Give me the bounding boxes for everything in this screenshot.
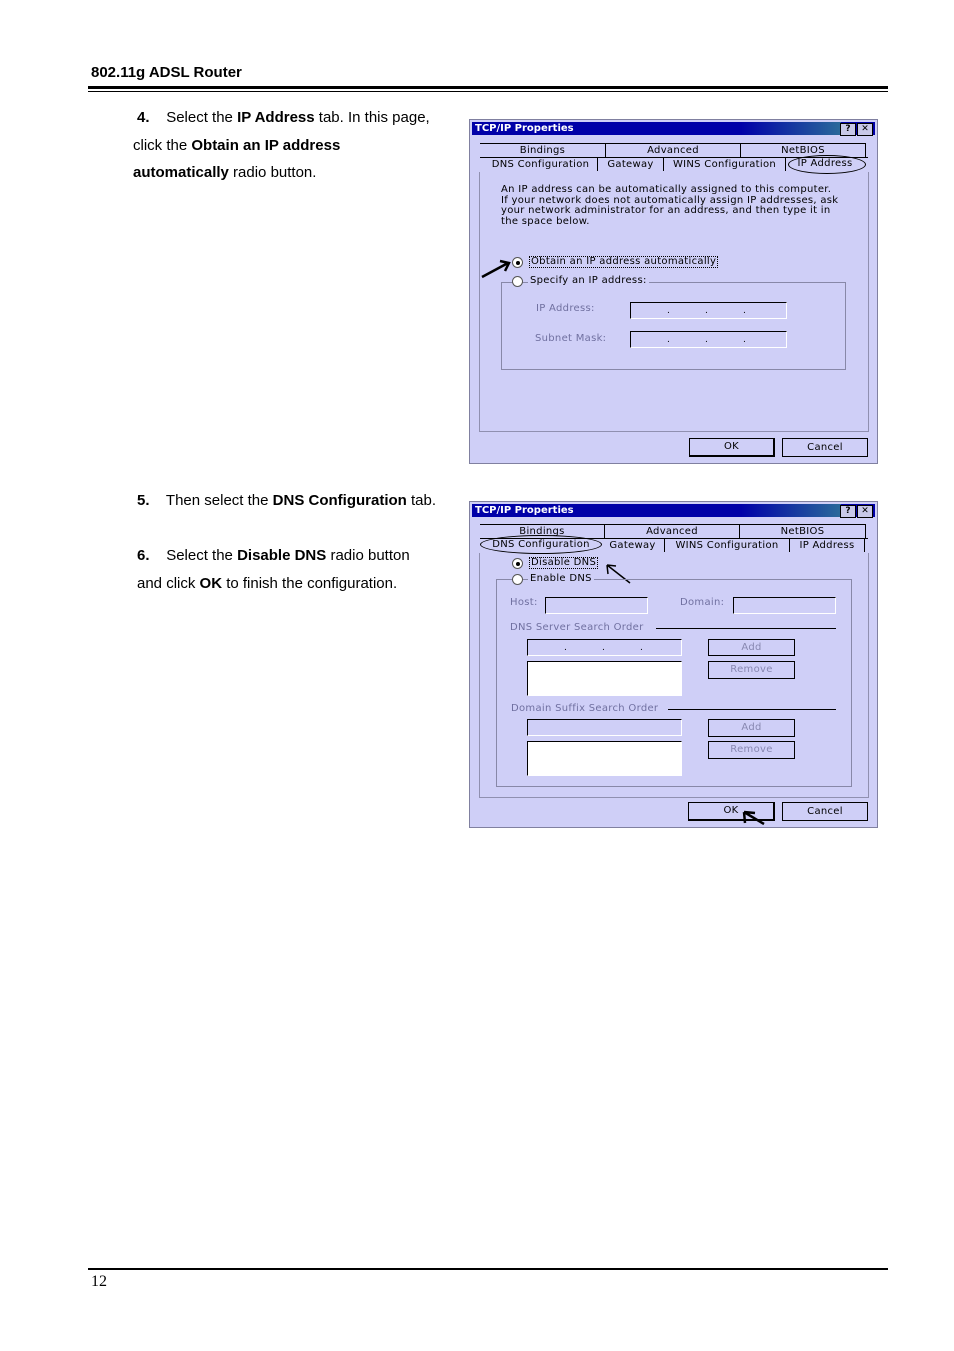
radio-obtain-ip[interactable] bbox=[512, 257, 523, 268]
description-line-3: your network administrator for an address, and then type it in bbox=[501, 205, 831, 216]
help-button[interactable]: ? bbox=[840, 505, 856, 518]
radio-enable-dns[interactable] bbox=[512, 574, 523, 585]
annotation-arrow-icon bbox=[740, 808, 768, 828]
header-rule bbox=[88, 86, 888, 89]
step-6-text-b: radio button and click bbox=[137, 547, 410, 592]
step-4-text-b: tab. In this page, click the bbox=[133, 109, 430, 154]
step-6-text-a: Select the bbox=[166, 547, 238, 564]
host-field[interactable] bbox=[545, 597, 648, 614]
step-4-bold-ip-address: IP Address bbox=[237, 109, 315, 126]
domain-suffix-list[interactable] bbox=[527, 741, 682, 776]
radio-disable-dns-label[interactable]: Disable DNS bbox=[531, 557, 597, 568]
ip-dot: . bbox=[705, 306, 708, 316]
tab-gateway[interactable]: Gateway bbox=[601, 539, 665, 552]
mask-dot: . bbox=[743, 335, 746, 345]
ok-button[interactable]: OK bbox=[688, 802, 775, 821]
step-4-text-c: radio button. bbox=[228, 164, 317, 181]
title-gradient bbox=[741, 122, 841, 135]
domain-field[interactable] bbox=[733, 597, 836, 614]
tcpip-dialog-ip-address bbox=[469, 119, 878, 464]
description-line-1: An IP address can be automatically assigned to this computer. bbox=[501, 184, 832, 195]
specify-ip-groupbox bbox=[501, 282, 846, 370]
step-4-text-a: Select the bbox=[166, 109, 238, 126]
title-gradient bbox=[741, 504, 841, 517]
dns-ip-dot: . bbox=[564, 643, 567, 653]
header-rule-thin bbox=[88, 91, 888, 92]
description-text bbox=[501, 185, 838, 227]
dialog-title: TCP/IP Properties bbox=[475, 123, 574, 134]
domain-label: Domain: bbox=[680, 597, 725, 608]
radio-specify-ip-label[interactable]: Specify an IP address: bbox=[530, 275, 647, 286]
dialog-title-bar bbox=[472, 504, 875, 517]
host-label: Host: bbox=[510, 597, 538, 608]
domain-suffix-search-order-label: Domain Suffix Search Order bbox=[511, 703, 662, 714]
subnet-mask-label: Subnet Mask: bbox=[535, 333, 607, 344]
dns-ip-dot: . bbox=[602, 643, 605, 653]
step-5-text-b: tab. bbox=[406, 492, 436, 509]
step-5-text bbox=[137, 487, 437, 515]
ip-address-label: IP Address: bbox=[536, 303, 595, 314]
step-4-bold-obtain: Obtain an IP address automatically bbox=[133, 136, 341, 181]
tab-advanced[interactable]: Advanced bbox=[606, 144, 741, 157]
tab-gateway[interactable]: Gateway bbox=[598, 158, 664, 171]
dns-ip-dot: . bbox=[640, 643, 643, 653]
radio-specify-ip[interactable] bbox=[512, 276, 523, 287]
step-6-text bbox=[137, 542, 437, 597]
annotation-circle bbox=[480, 535, 602, 554]
suffix-add-button[interactable]: Add bbox=[708, 719, 795, 737]
description-line-4: the space below. bbox=[501, 215, 590, 227]
close-button[interactable]: ✕ bbox=[857, 123, 873, 136]
tab-bindings[interactable]: Bindings bbox=[480, 525, 605, 538]
step-6-bold-disable-dns: Disable DNS bbox=[237, 547, 327, 564]
page-number: 12 bbox=[91, 1273, 107, 1290]
tab-wins-configuration[interactable]: WINS Configuration bbox=[664, 158, 786, 171]
step-6-bold-ok: OK bbox=[199, 574, 223, 592]
tab-ip-address[interactable]: IP Address bbox=[797, 158, 853, 169]
dns-remove-button[interactable]: Remove bbox=[708, 661, 795, 679]
dns-server-search-order-label: DNS Server Search Order bbox=[510, 622, 648, 633]
tab-dns-configuration[interactable]: DNS Configuration bbox=[484, 158, 598, 171]
radio-enable-dns-label[interactable]: Enable DNS bbox=[530, 573, 592, 584]
dialog-title-bar bbox=[472, 122, 875, 135]
suffix-remove-button[interactable]: Remove bbox=[708, 741, 795, 759]
cancel-button[interactable]: Cancel bbox=[782, 802, 868, 821]
subnet-mask-field[interactable] bbox=[630, 331, 787, 348]
radio-disable-dns[interactable] bbox=[512, 558, 523, 569]
step-6-text-c: to finish the configuration. bbox=[222, 574, 398, 592]
suffix-order-divider bbox=[668, 709, 836, 710]
step-5-bold-dns-config: DNS Configuration bbox=[272, 492, 407, 509]
ok-button[interactable]: OK bbox=[689, 438, 775, 457]
ip-address-field[interactable] bbox=[630, 302, 787, 319]
step-5-number: 5. bbox=[137, 492, 150, 509]
help-button[interactable]: ? bbox=[840, 123, 856, 136]
dns-server-ip-field[interactable] bbox=[527, 639, 682, 656]
domain-suffix-field[interactable] bbox=[527, 719, 682, 736]
footer-rule bbox=[88, 1268, 888, 1270]
ip-dot: . bbox=[743, 306, 746, 316]
tab-netbios[interactable]: NetBIOS bbox=[741, 144, 866, 157]
dns-order-divider bbox=[656, 628, 836, 629]
tab-dns-configuration[interactable]: DNS Configuration bbox=[492, 539, 590, 550]
ip-dot: . bbox=[667, 306, 670, 316]
step-6-number: 6. bbox=[137, 547, 150, 564]
description-line-2: If your network does not automatically assign IP addresses, ask bbox=[501, 194, 839, 206]
close-button[interactable]: ✕ bbox=[857, 505, 873, 518]
tcpip-dialog-dns-configuration bbox=[469, 501, 878, 828]
mask-dot: . bbox=[705, 335, 708, 345]
step-5-text-a: Then select the bbox=[165, 492, 273, 509]
tab-advanced[interactable]: Advanced bbox=[605, 525, 740, 538]
dns-server-list[interactable] bbox=[527, 661, 682, 696]
tab-bindings[interactable]: Bindings bbox=[480, 144, 606, 157]
cancel-button[interactable]: Cancel bbox=[782, 438, 868, 457]
step-4-text bbox=[133, 104, 433, 187]
mask-dot: . bbox=[667, 335, 670, 345]
radio-obtain-ip-label[interactable]: Obtain an IP address automatically bbox=[531, 256, 717, 267]
tab-wins-configuration[interactable]: WINS Configuration bbox=[665, 539, 790, 552]
dns-add-button[interactable]: Add bbox=[708, 639, 795, 656]
document-header-title: 802.11g ADSL Router bbox=[91, 64, 242, 81]
step-4-number: 4. bbox=[137, 109, 150, 126]
dialog-title: TCP/IP Properties bbox=[475, 505, 574, 516]
tab-ip-address[interactable]: IP Address bbox=[790, 539, 865, 552]
tab-row-top-line bbox=[480, 143, 866, 144]
tab-netbios[interactable]: NetBIOS bbox=[740, 525, 866, 538]
